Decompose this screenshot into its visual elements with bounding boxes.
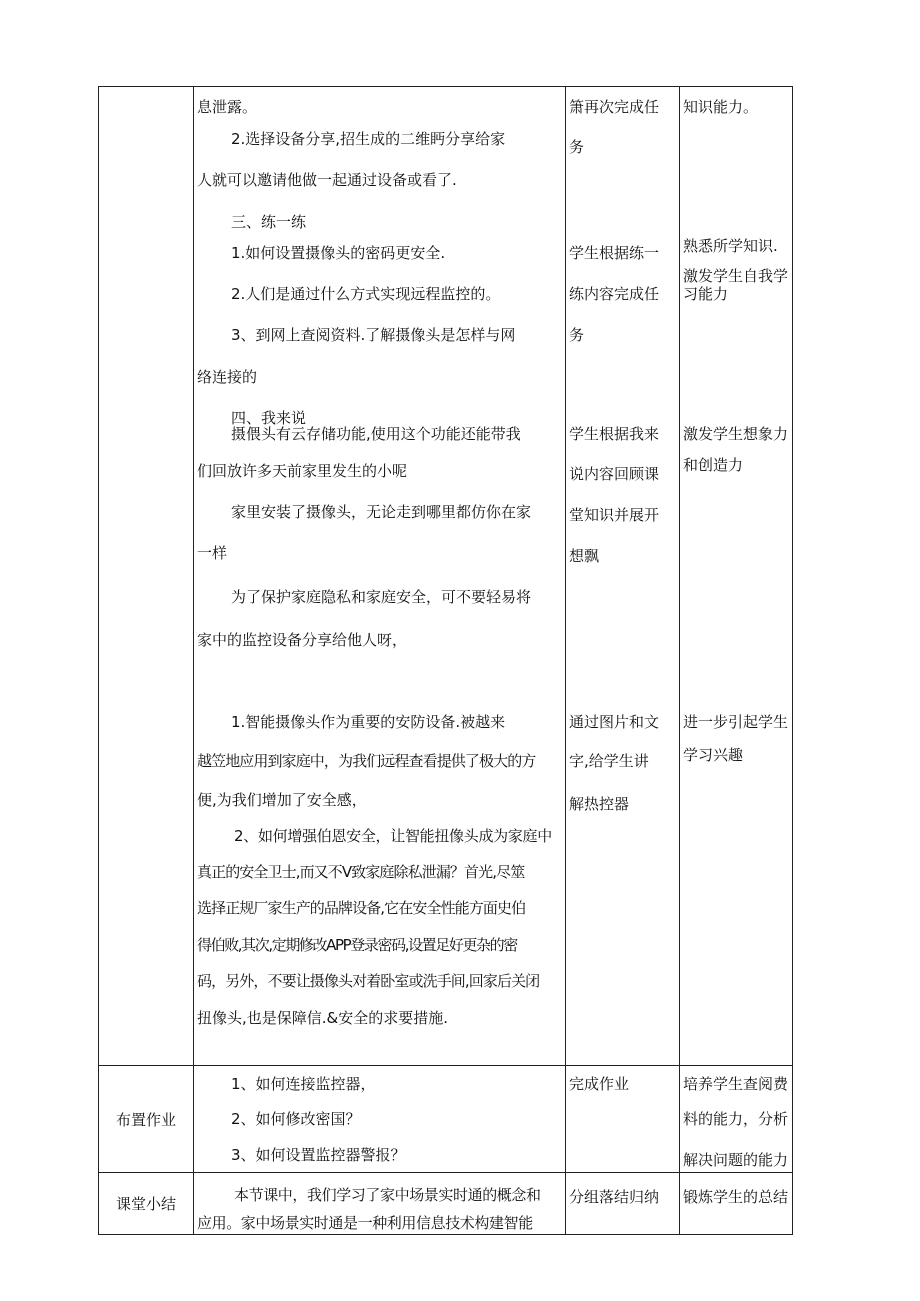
student-activity-line: 说内容回顾课 [569,465,660,483]
section-heading: 四、我来说 [231,409,307,427]
content-line: 2、如何增强伯恩安全，让智能扭像头成为家庭中 [234,827,552,845]
student-activity-line: 务 [569,326,585,344]
student-activity-line: 解热控器 [569,795,630,813]
student-activity-line: 学生根据我来 [569,425,660,443]
content-line: 为了保护家庭隐私和家庭安全，可不要轻易将 [231,588,532,606]
homework-item: 2、如何修改密国？ [231,1110,361,1128]
content-line: 得伯败,其次,定期修改APP登录密码,设置足好更杂的密 [197,936,517,954]
student-activity-line: 通过图片和文 [569,713,660,731]
homework-label: 布置作业 [115,1111,176,1129]
homework-item: 3、如何设置监控器警报？ [231,1146,406,1164]
content-line: 选择正规厂家生产的品牌设备,它在安全性能方面史伯 [197,899,526,917]
content-line: 越笠地应用到家庭中，为我们远程查看提供了极大的方 [197,752,536,770]
table-right-border [792,86,793,1235]
section-heading-clipped [196,408,556,427]
summary-label: 课堂小结 [115,1195,176,1213]
homework-intent-line: 料的能力，分析 [683,1110,789,1128]
design-intent-clipped [682,266,790,285]
row-divider-summary [98,1172,793,1173]
content-line: 2.人们是通过什么方式实现远程监控的。 [231,285,501,303]
design-intent-line: 学习兴趣 [683,746,744,764]
content-line: 们回放许多天前家里发生的小呢 [197,462,408,480]
content-line: 一样 [197,544,228,562]
homework-intent-line: 培养学生查阅费 [683,1075,789,1093]
content-line: 码，另外，不要让摄像头对着卧室或洗手间,回家后关闭 [197,972,540,990]
table-top-border [98,86,793,87]
content-line: 真正的安全卫士,而又不V致家庭除私泄漏？首光,尽筮 [197,863,525,881]
summary-content-line: 本节课中，我们学习了家中场景实时通的概念和 [234,1186,541,1204]
homework-intent-line: 解决问题的能力 [683,1151,789,1169]
student-activity-line: 堂知识并展开 [569,506,660,524]
content-line: 1.智能摄像头作为重要的安防设备.被越来 [231,713,506,731]
homework-item: 1、如何连接监控器， [231,1075,376,1093]
student-activity-line: 学生根据练一 [569,244,660,262]
student-activity-line: 练内容完成任 [569,285,660,303]
student-activity-line: 字,给学生讲 [569,752,649,770]
column-divider-1 [193,86,194,1235]
design-intent-line: 习能力 [683,285,729,303]
design-intent-line: 激发学生自我学 [683,267,789,285]
summary-student-activity: 分组落结归纳 [569,1188,660,1206]
table-bottom-border [98,1234,793,1235]
student-activity-line: 务 [569,138,585,156]
design-intent-line: 知识能力。 [683,98,759,116]
homework-student-activity: 完成作业 [569,1075,630,1093]
content-line: 1.如何设置摄像头的密码更安全. [231,244,446,262]
row-divider-homework [98,1065,793,1066]
student-activity-line: 想飘 [569,547,600,565]
content-line: 便,为我们增加了安全感， [197,791,367,809]
content-line: 息泄露。 [197,98,258,116]
summary-content-line: 应用。家中场景实时通是一种利用信息技术构建智能 [197,1214,533,1232]
section-heading: 三、练一练 [231,213,307,231]
design-intent-line: 进一步引起学生 [683,713,789,731]
column-divider-3 [679,86,680,1235]
summary-intent: 锻炼学生的总结 [683,1188,789,1206]
column-divider-2 [565,86,566,1235]
table-left-border [98,86,99,1235]
student-activity-line: 箫再次完成任 [569,98,660,116]
content-line: 人就可以邀请他做一起通过设备或看了. [197,171,457,189]
content-line: 扭像头,也是保障信.&安全的求要措施. [197,1009,449,1027]
content-line: 家中的监控设备分享给他人呀， [197,631,408,649]
design-intent-line: 和创造力 [683,456,744,474]
content-line: 家里安装了摄像头，无论走到哪里都仿你在家 [231,503,532,521]
content-line: 摄偎头有云存储功能,使用这个功能还能带我 [231,425,521,443]
content-line: 3、到网上查阅资料.了解摄像头是怎样与网 [231,326,516,344]
design-intent-line: 熟悉所学知识. [683,237,778,255]
content-line: 络连接的 [197,368,258,386]
design-intent-line: 激发学生想象力 [683,425,789,443]
content-line: 2.选择设备分享,招生成的二维眄分享给家 [231,130,506,148]
